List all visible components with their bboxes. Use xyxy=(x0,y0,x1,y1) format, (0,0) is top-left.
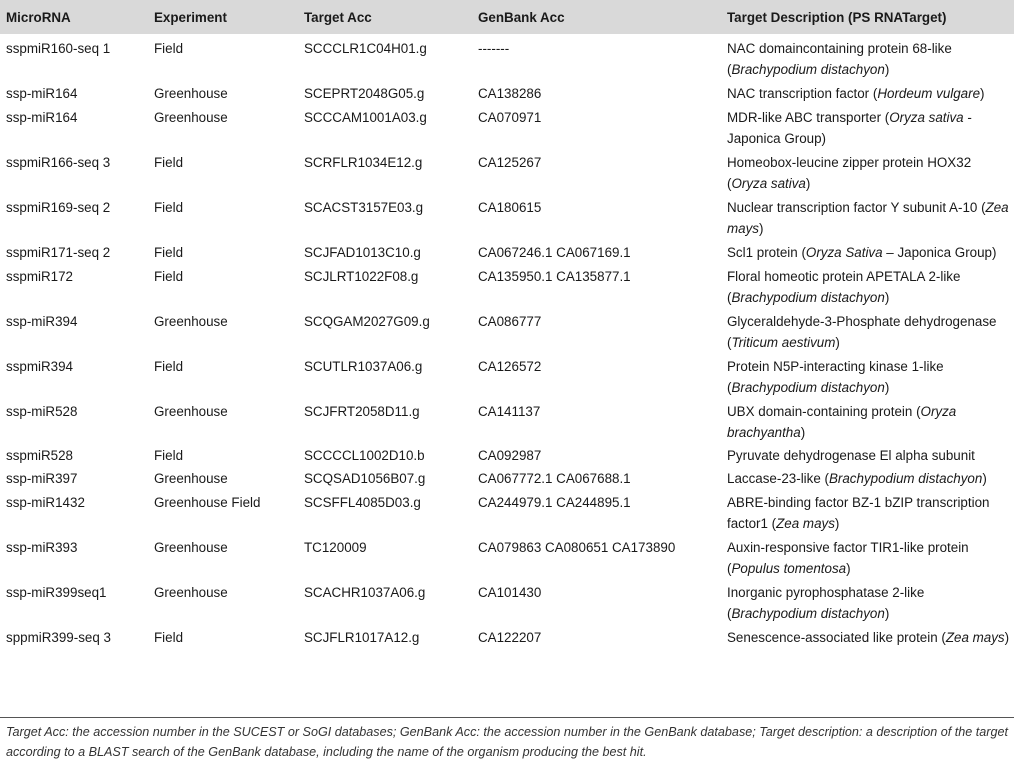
cell-experiment: Greenhouse xyxy=(154,110,228,125)
cell-genbank-acc: CA086777 xyxy=(478,314,542,329)
organism-name: Triticum aestivum xyxy=(731,335,836,350)
table-row xyxy=(0,355,1014,400)
description-text: Nuclear transcription factor Y subunit A-10 xyxy=(727,200,978,215)
cell-microrna: sspmiR166-seq 3 xyxy=(6,155,111,170)
cell-target-acc: SCUTLR1037A06.g xyxy=(304,359,423,374)
cell-genbank-acc: CA122207 xyxy=(478,630,542,645)
description-text: Auxin-responsive factor TIR1-like protein xyxy=(727,540,969,555)
table-row xyxy=(0,196,1014,241)
cell-experiment: Greenhouse xyxy=(154,471,228,486)
cell-microrna: sspmiR394 xyxy=(6,359,73,374)
cell-target-acc: SCCCCL1002D10.b xyxy=(304,448,425,463)
organism-name: Hordeum vulgare xyxy=(877,86,981,101)
table-footnote: Target Acc: the accession number in the SUCEST or SoGI databases; GenBank Acc: the accession number in the GenBank database; Target description: a description of the target according to a BLAST search of the GenBank database, including the name of the organism producing the best hit. xyxy=(6,725,1008,759)
description-text: Glyceraldehyde-3-Phosphate dehydrogenase xyxy=(727,314,997,329)
description-text: Homeobox-leucine zipper protein HOX32 xyxy=(727,155,972,170)
header-genbank-acc: GenBank Acc xyxy=(472,0,721,34)
cell-target-description: Glyceraldehyde-3-Phosphate dehydrogenase (Triticum aestivum) xyxy=(727,314,997,350)
table-row xyxy=(0,491,1014,536)
cell-microrna: sppmiR399-seq 3 xyxy=(6,630,111,645)
cell-experiment: Field xyxy=(154,269,184,284)
cell-experiment: Greenhouse xyxy=(154,540,228,555)
cell-microrna: sspmiR528 xyxy=(6,448,73,463)
cell-target-description: Floral homeotic protein APETALA 2-like (Brachypodium distachyon) xyxy=(727,269,961,305)
cell-microrna: ssp-miR393 xyxy=(6,540,78,555)
description-text: UBX domain-containing protein xyxy=(727,404,913,419)
cell-genbank-acc: CA092987 xyxy=(478,448,542,463)
cell-genbank-acc: CA180615 xyxy=(478,200,542,215)
cell-experiment: Field xyxy=(154,245,184,260)
cell-microrna: ssp-miR1432 xyxy=(6,495,85,510)
table-row xyxy=(0,265,1014,310)
table-row xyxy=(0,468,1014,491)
organism-name: Brachypodium distachyon xyxy=(828,471,983,486)
cell-genbank-acc: CA141137 xyxy=(478,404,541,419)
table-row xyxy=(0,34,1014,82)
cell-microrna: ssp-miR397 xyxy=(6,471,78,486)
description-text: NAC transcription factor xyxy=(727,86,870,101)
organism-name: Zea mays xyxy=(727,200,1009,236)
header-microrna: MicroRNA xyxy=(0,0,148,34)
cell-experiment: Greenhouse xyxy=(154,585,228,600)
table-row xyxy=(0,151,1014,196)
organism-name: Populus tomentosa xyxy=(731,561,847,576)
cell-target-acc: SCRFLR1034E12.g xyxy=(304,155,423,170)
table-bottom-rule xyxy=(0,717,1014,718)
description-text: Floral homeotic protein APETALA 2-like xyxy=(727,269,961,284)
organism-name: Oryza Sativa xyxy=(805,245,883,260)
cell-target-description: Protein N5P-interacting kinase 1-like (Brachypodium distachyon) xyxy=(727,359,944,395)
cell-target-description: Senescence-associated like protein (Zea mays) xyxy=(727,630,1010,645)
description-text: NAC domaincontaining protein 68-like xyxy=(727,41,952,56)
cell-target-description xyxy=(721,445,1014,468)
cell-experiment: Greenhouse xyxy=(154,86,228,101)
cell-genbank-acc: CA067246.1 CA067169.1 xyxy=(478,245,631,260)
cell-target-description: MDR-like ABC transporter (Oryza sativa - Japonica Group) xyxy=(727,110,972,146)
cell-experiment: Field xyxy=(154,155,184,170)
cell-microrna: ssp-miR164 xyxy=(6,110,78,125)
cell-microrna: sspmiR171-seq 2 xyxy=(6,245,111,260)
cell-target-description: Laccase-23-like (Brachypodium distachyon) xyxy=(727,471,987,486)
cell-target-description: Auxin-responsive factor TIR1-like protein (Populus tomentosa) xyxy=(727,540,969,576)
description-text: Protein N5P-interacting kinase 1-like xyxy=(727,359,944,374)
table-row xyxy=(0,310,1014,355)
header-row xyxy=(0,0,1014,34)
cell-microrna: ssp-miR528 xyxy=(6,404,78,419)
cell-genbank-acc: CA138286 xyxy=(478,86,542,101)
organism-name: Brachypodium distachyon xyxy=(731,380,885,395)
cell-target-description: Homeobox-leucine zipper protein HOX32 (Oryza sativa) xyxy=(727,155,972,191)
cell-target-description: UBX domain-containing protein (Oryza brachyantha) xyxy=(727,404,957,440)
cell-microrna: sspmiR172 xyxy=(6,269,73,284)
cell-genbank-acc: CA070971 xyxy=(478,110,542,125)
organism-name: Brachypodium distachyon xyxy=(731,62,885,77)
cell-target-acc: TC120009 xyxy=(304,540,367,555)
table-row xyxy=(0,581,1014,626)
organism-name: Oryza sativa xyxy=(889,110,964,125)
cell-target-description: Nuclear transcription factor Y subunit A-10 (Zea mays) xyxy=(727,200,1009,236)
table-row xyxy=(0,536,1014,581)
cell-microrna: sspmiR169-seq 2 xyxy=(6,200,111,215)
table-row xyxy=(0,106,1014,151)
header-experiment: Experiment xyxy=(148,0,298,34)
cell-target-description: NAC transcription factor (Hordeum vulgare) xyxy=(727,86,985,101)
cell-genbank-acc: CA125267 xyxy=(478,155,542,170)
cell-target-description: ABRE-binding factor BZ-1 bZIP transcription factor1 (Zea mays) xyxy=(727,495,990,531)
cell-experiment: Field xyxy=(154,359,184,374)
organism-name: Zea mays xyxy=(776,516,835,531)
cell-target-acc: SCJFAD1013C10.g xyxy=(304,245,421,260)
description-text: Laccase-23-like xyxy=(727,471,821,486)
cell-experiment: Greenhouse xyxy=(154,404,228,419)
cell-target-acc: SCACHR1037A06.g xyxy=(304,585,426,600)
description-suffix: – Japonica Group) xyxy=(882,245,997,260)
cell-genbank-acc: CA079863 CA080651 CA173890 xyxy=(478,540,676,555)
organism-name: Oryza sativa xyxy=(731,176,806,191)
cell-target-acc: SCCCLR1C04H01.g xyxy=(304,41,427,56)
description-text: ABRE-binding factor BZ-1 bZIP transcription factor1 xyxy=(727,495,990,531)
cell-target-description: Inorganic pyrophosphatase 2-like (Brachypodium distachyon) xyxy=(727,585,925,621)
cell-target-description: NAC domaincontaining protein 68-like (Brachypodium distachyon) xyxy=(727,41,952,77)
table-row xyxy=(0,400,1014,445)
cell-experiment: Greenhouse Field xyxy=(154,495,261,510)
cell-experiment: Field xyxy=(154,448,184,463)
description-suffix: - Japonica Group) xyxy=(727,110,972,146)
cell-microrna: ssp-miR164 xyxy=(6,86,78,101)
header-target-acc: Target Acc xyxy=(298,0,472,34)
organism-name: Zea mays xyxy=(945,630,1005,645)
cell-microrna: sspmiR160-seq 1 xyxy=(6,41,111,56)
cell-genbank-acc: CA244979.1 CA244895.1 xyxy=(478,495,631,510)
header-target-description: Target Description (PS RNATarget) xyxy=(721,0,1014,34)
cell-genbank-acc: CA135950.1 CA135877.1 xyxy=(478,269,631,284)
description-text: MDR-like ABC transporter xyxy=(727,110,882,125)
cell-target-acc: SCQSAD1056B07.g xyxy=(304,471,426,486)
cell-experiment: Field xyxy=(154,200,184,215)
description-text: Pyruvate dehydrogenase El alpha subunit xyxy=(727,448,975,463)
cell-experiment: Field xyxy=(154,630,184,645)
cell-target-acc: SCJFLR1017A12.g xyxy=(304,630,420,645)
cell-target-acc: SCACST3157E03.g xyxy=(304,200,424,215)
cell-genbank-acc: CA067772.1 CA067688.1 xyxy=(478,471,631,486)
cell-target-acc: SCJLRT1022F08.g xyxy=(304,269,419,284)
cell-microrna: ssp-miR394 xyxy=(6,314,78,329)
cell-genbank-acc: CA101430 xyxy=(478,585,542,600)
description-text: Senescence-associated like protein xyxy=(727,630,938,645)
cell-target-acc: SCCCAM1001A03.g xyxy=(304,110,427,125)
table-row xyxy=(0,82,1014,106)
table-row xyxy=(0,445,1014,468)
description-text: Scl1 protein xyxy=(727,245,798,260)
cell-microrna: ssp-miR399seq1 xyxy=(6,585,107,600)
table-row xyxy=(0,241,1014,265)
cell-target-description: Scl1 protein (Oryza Sativa – Japonica Group) xyxy=(727,245,997,260)
organism-name: Oryza brachyantha xyxy=(727,404,957,440)
cell-genbank-acc: ------- xyxy=(478,41,510,56)
cell-target-acc: SCEPRT2048G05.g xyxy=(304,86,425,101)
cell-experiment: Greenhouse xyxy=(154,314,228,329)
description-text: Inorganic pyrophosphatase 2-like xyxy=(727,585,925,600)
cell-target-acc: SCJFRT2058D11.g xyxy=(304,404,420,419)
table-row xyxy=(0,626,1014,650)
cell-genbank-acc: CA126572 xyxy=(478,359,542,374)
organism-name: Brachypodium distachyon xyxy=(731,290,885,305)
cell-target-acc: SCSFFL4085D03.g xyxy=(304,495,421,510)
cell-target-acc: SCQGAM2027G09.g xyxy=(304,314,430,329)
cell-experiment: Field xyxy=(154,41,184,56)
organism-name: Brachypodium distachyon xyxy=(731,606,885,621)
